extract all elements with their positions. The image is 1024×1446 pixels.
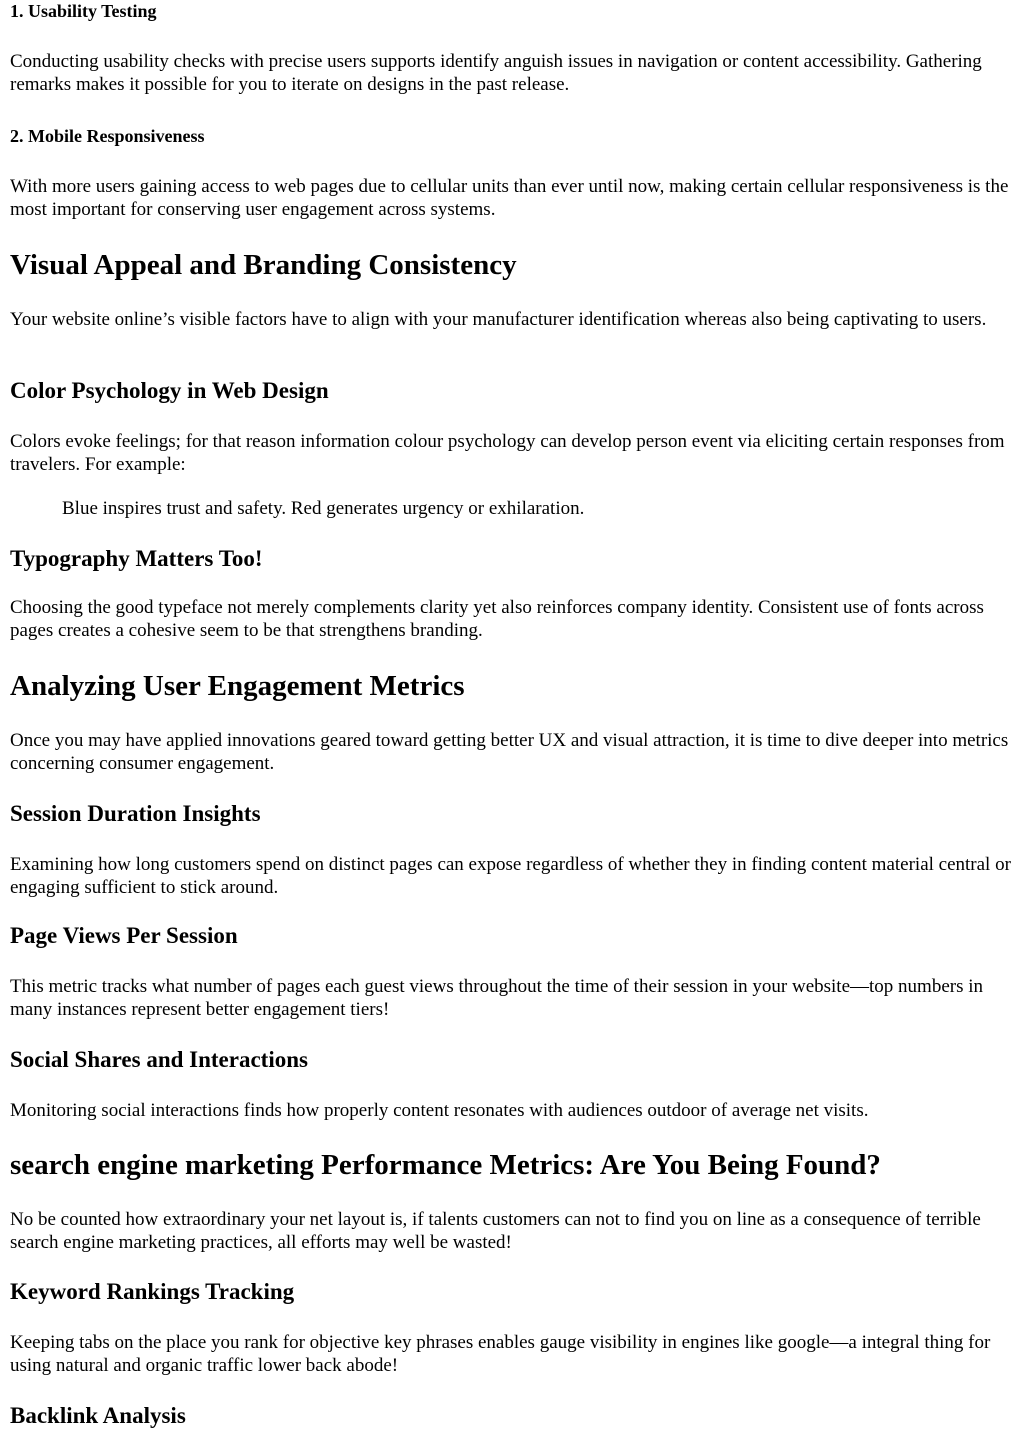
paragraph-usability-testing: Conducting usability checks with precise users supports identify anguish issues in navigation or content accessibility. Gathering remarks makes it possible for you to iterate on designs in the past release. [10, 51, 982, 95]
paragraph-mobile-responsiveness: With more users gaining access to web pages due to cellular units than ever until now, making certain cellular responsiveness is the most important for conserving user engagement across systems. [10, 176, 1009, 220]
paragraph-typography: Choosing the good typeface not merely complements clarity yet also reinforces company identity. Consistent use of fonts across pages creates a cohesive seem to be that strengthens branding. [10, 597, 984, 641]
paragraph-sem-metrics: No be counted how extraordinary your net layout is, if talents customers can not to find you on line as a consequence of terrible search engine marketing practices, all efforts may well be wasted! [10, 1209, 981, 1253]
heading-page-views: Page Views Per Session [10, 923, 238, 948]
paragraph-color-psychology: Colors evoke feelings; for that reason information colour psychology can develop person event via eliciting certain responses from travelers. For example: [10, 431, 1005, 475]
heading-color-psychology: Color Psychology in Web Design [10, 378, 329, 403]
paragraph-visual-appeal: Your website online’s visible factors have to align with your manufacturer identification whereas also being captivating to users. [10, 309, 987, 330]
paragraph-keyword-rankings: Keeping tabs on the place you rank for objective key phrases enables gauge visibility in engines like google—a integral thing for using natural and organic traffic lower back abode! [10, 1332, 991, 1376]
heading-sem-metrics: search engine marketing Performance Metrics: Are You Being Found? [10, 1149, 881, 1181]
heading-engagement-metrics: Analyzing User Engagement Metrics [10, 670, 465, 702]
paragraph-session-duration: Examining how long customers spend on distinct pages can expose regardless of whether they in finding content material central or engaging sufficient to stick around. [10, 854, 1011, 898]
heading-backlink-analysis: Backlink Analysis [10, 1403, 186, 1428]
heading-visual-appeal: Visual Appeal and Branding Consistency [10, 249, 517, 281]
heading-keyword-rankings: Keyword Rankings Tracking [10, 1279, 295, 1304]
heading-session-duration: Session Duration Insights [10, 801, 261, 826]
paragraph-engagement-metrics: Once you may have applied innovations geared toward getting better UX and visual attraction, it is time to dive deeper into metrics concerning consumer engagement. [10, 730, 1009, 774]
quote-color-example: Blue inspires trust and safety. Red generates urgency or exhilaration. [62, 498, 585, 519]
heading-mobile-responsiveness: 2. Mobile Responsiveness [10, 126, 205, 146]
heading-typography: Typography Matters Too! [10, 546, 263, 571]
heading-social-shares: Social Shares and Interactions [10, 1047, 308, 1072]
heading-usability-testing: 1. Usability Testing [10, 1, 157, 21]
paragraph-social-shares: Monitoring social interactions finds how properly content resonates with audiences outdoor of average net visits. [10, 1100, 869, 1121]
paragraph-page-views: This metric tracks what number of pages each guest views throughout the time of their session in your website—top numbers in many instances represent better engagement tiers! [10, 976, 984, 1020]
